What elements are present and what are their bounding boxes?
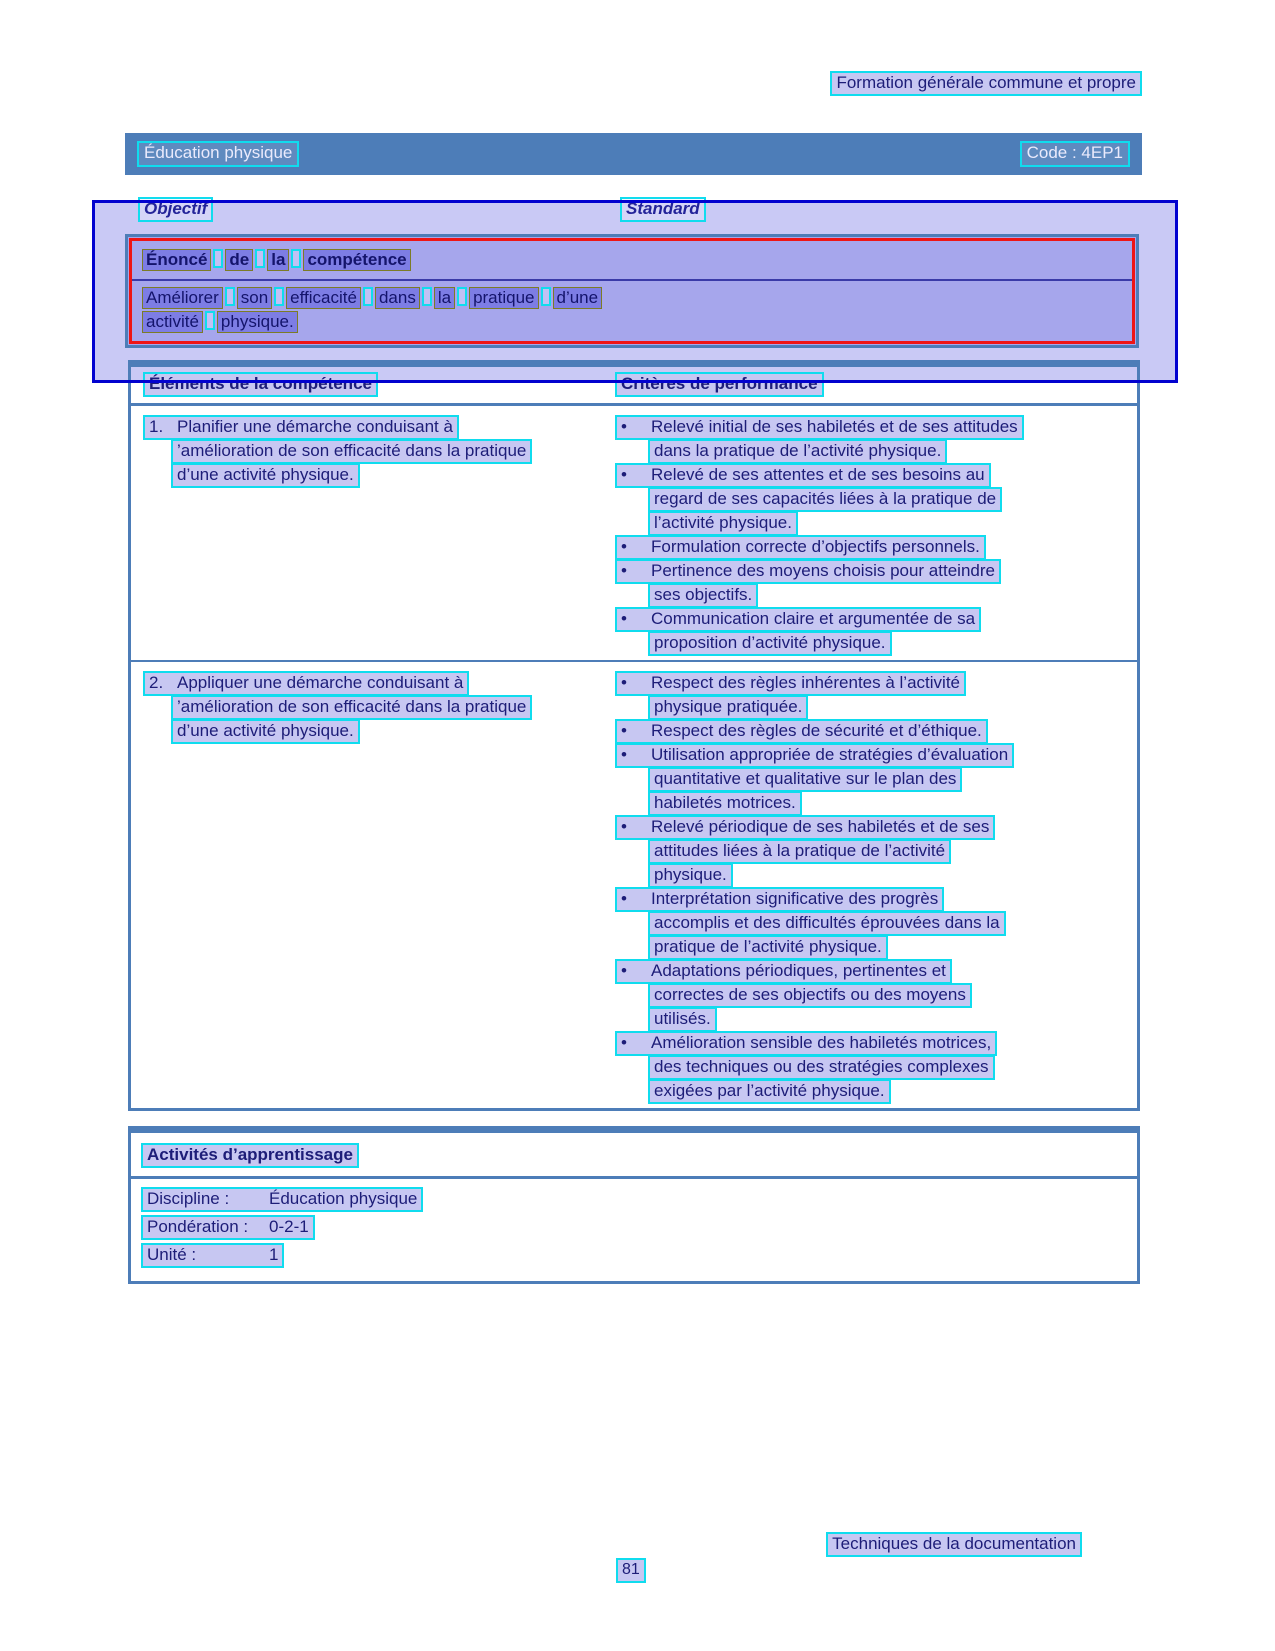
- word-gap-marker: [205, 311, 215, 330]
- word-gap-marker: [541, 287, 551, 306]
- criteria-line: exigées par l’activité physique.: [648, 1079, 891, 1104]
- bullet-icon: •: [621, 889, 627, 908]
- element-line: d’une activité physique.: [171, 719, 360, 744]
- criteria-line: Respect des règles inhérentes à l’activité: [651, 673, 960, 692]
- activites-row: [141, 1215, 1137, 1243]
- activites-title-row: [131, 1133, 1137, 1179]
- criteria-cell: [615, 671, 1133, 1103]
- bullet-icon: •: [621, 465, 627, 484]
- criteria-cell: [615, 415, 1133, 655]
- activites-box: [128, 1126, 1140, 1284]
- bullet-icon: •: [621, 721, 627, 740]
- enonce-body: [132, 281, 1132, 335]
- table-row: [131, 662, 1137, 1108]
- column-header-elements: Éléments de la compétence: [143, 372, 378, 397]
- bullet-icon: •: [621, 745, 627, 764]
- criteria-line: pratique de l’activité physique.: [648, 935, 888, 960]
- page-title: Éducation physique: [137, 141, 299, 167]
- course-code: Code : 4EP1: [1020, 141, 1130, 167]
- word-box: compétence: [303, 249, 410, 271]
- enonce-title-row: [132, 241, 1132, 281]
- enonce-box: [125, 234, 1139, 348]
- element-line: Planifier une démarche conduisant à: [177, 417, 453, 436]
- word-box: dans: [375, 287, 420, 309]
- word-box: Énoncé: [142, 249, 211, 271]
- criteria-line: Relevé périodique de ses habiletés et de ses: [651, 817, 990, 836]
- word-box: de: [225, 249, 253, 271]
- field-value: Éducation physique: [269, 1189, 418, 1208]
- criteria-line: Formulation correcte d’objectifs personnels.: [651, 537, 980, 556]
- bullet-icon: •: [621, 417, 627, 436]
- objectif-heading: Objectif: [138, 197, 213, 222]
- criteria-line: Communication claire et argumentée de sa: [651, 609, 976, 628]
- field-label: Discipline :: [147, 1189, 230, 1208]
- field-value: 1: [269, 1245, 279, 1264]
- word-box: son: [237, 287, 272, 309]
- word-box: pratique: [469, 287, 538, 309]
- criteria-line: accomplis et des difficultés éprouvées dans la: [648, 911, 1006, 936]
- item-number: 1.: [149, 417, 164, 436]
- bullet-icon: •: [621, 673, 627, 692]
- element-line: ’amélioration de son efficacité dans la pratique: [171, 695, 532, 720]
- criteria-line: des techniques ou des stratégies complexes: [648, 1055, 995, 1080]
- criteria-line: correctes de ses objectifs ou des moyens: [648, 983, 972, 1008]
- footer-program-text: Techniques de la documentation: [826, 1532, 1082, 1557]
- standard-heading: Standard: [620, 197, 706, 222]
- criteria-line: proposition d’activité physique.: [648, 631, 892, 656]
- footer-page-number: [616, 1558, 646, 1583]
- field-value: 0-2-1: [269, 1217, 309, 1236]
- word-gap-marker: [274, 287, 284, 306]
- activites-row: [141, 1243, 1137, 1271]
- criteria-line: physique.: [648, 863, 733, 888]
- criteria-line: Utilisation appropriée de stratégies d’évaluation: [651, 745, 1009, 764]
- element-cell: [143, 415, 615, 655]
- enonce-line: [142, 287, 1132, 311]
- word-box: la: [267, 249, 289, 271]
- word-gap-marker: [225, 287, 235, 306]
- kicker-line: [830, 71, 1142, 96]
- criteria-line: Interprétation significative des progrès: [651, 889, 939, 908]
- criteria-line: Relevé de ses attentes et de ses besoins au: [651, 465, 985, 484]
- criteria-line: habiletés motrices.: [648, 791, 802, 816]
- criteria-line: utilisés.: [648, 1007, 717, 1032]
- word-box: d’une: [553, 287, 603, 309]
- activites-title: Activités d’apprentissage: [141, 1143, 359, 1168]
- criteria-line: Adaptations périodiques, pertinentes et: [651, 961, 946, 980]
- criteria-line: Relevé initial de ses habiletés et de ses attitudes: [651, 417, 1018, 436]
- word-box: la: [434, 287, 455, 309]
- criteria-line: l’activité physique.: [648, 511, 798, 536]
- criteria-line: ses objectifs.: [648, 583, 758, 608]
- criteria-line: physique pratiquée.: [648, 695, 808, 720]
- element-cell: [143, 671, 615, 1103]
- column-header-criteres: Critères de performance: [615, 372, 824, 397]
- element-line: Appliquer une démarche conduisant à: [177, 673, 464, 692]
- bullet-icon: •: [621, 961, 627, 980]
- footer-program: [826, 1532, 1082, 1557]
- criteria-line: regard de ses capacités liées à la pratique de: [648, 487, 1002, 512]
- bullet-icon: •: [621, 537, 627, 556]
- field-label: Unité :: [147, 1245, 197, 1264]
- word-gap-marker: [255, 249, 265, 268]
- item-number: 2.: [149, 673, 164, 692]
- word-box: physique.: [217, 311, 298, 333]
- competence-table-header: [131, 367, 1137, 406]
- activites-body: [131, 1179, 1137, 1281]
- bullet-icon: •: [621, 1033, 627, 1052]
- element-line: ’amélioration de son efficacité dans la pratique: [171, 439, 532, 464]
- criteria-line: quantitative et qualitative sur le plan des: [648, 767, 962, 792]
- element-line: d’une activité physique.: [171, 463, 360, 488]
- enonce-line: [142, 311, 1132, 335]
- word-gap-marker: [363, 287, 373, 306]
- criteria-line: Pertinence des moyens choisis pour atteindre: [651, 561, 995, 580]
- word-gap-marker: [291, 249, 301, 268]
- competence-table: [128, 360, 1140, 1111]
- criteria-line: attitudes liées à la pratique de l’activité: [648, 839, 951, 864]
- kicker-text: Formation générale commune et propre: [830, 71, 1142, 96]
- word-gap-marker: [422, 287, 432, 306]
- word-box: activité: [142, 311, 203, 333]
- title-bar: [125, 133, 1142, 175]
- criteria-line: dans la pratique de l’activité physique.: [648, 439, 947, 464]
- word-box: Améliorer: [142, 287, 223, 309]
- criteria-line: Respect des règles de sécurité et d’éthique.: [651, 721, 982, 740]
- field-label: Pondération :: [147, 1217, 249, 1236]
- red-annotation-frame: [129, 238, 1135, 344]
- word-gap-marker: [457, 287, 467, 306]
- bullet-icon: •: [621, 609, 627, 628]
- bullet-icon: •: [621, 561, 627, 580]
- criteria-line: Amélioration sensible des habiletés motrices,: [651, 1033, 992, 1052]
- table-row: [131, 406, 1137, 662]
- activites-row: [141, 1187, 1137, 1215]
- word-box: efficacité: [286, 287, 361, 309]
- page-number-text: 81: [616, 1558, 646, 1583]
- word-gap-marker: [213, 249, 223, 268]
- bullet-icon: •: [621, 817, 627, 836]
